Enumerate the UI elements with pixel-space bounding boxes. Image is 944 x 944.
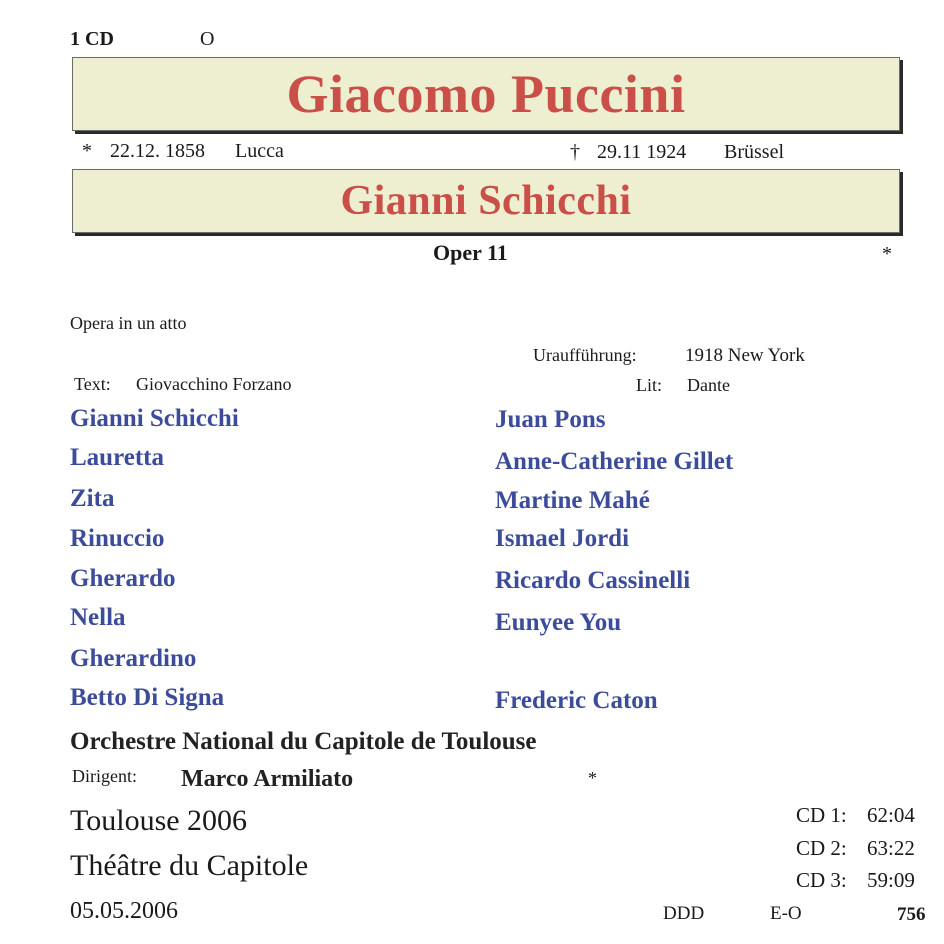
text-label: Text: xyxy=(74,374,111,394)
lit-value: Dante xyxy=(687,375,730,395)
role-name: Gherardino xyxy=(70,645,197,672)
birth-date: 22.12. 1858 xyxy=(110,140,205,162)
format: DDD xyxy=(663,903,705,924)
premiere-value: 1918 New York xyxy=(685,345,805,366)
conductor-label: Dirigent: xyxy=(72,766,137,786)
role-name: Betto Di Signa xyxy=(70,684,225,711)
birth-mark: * xyxy=(82,140,92,162)
recording-date: 05.05.2006 xyxy=(70,898,178,924)
role-name: Lauretta xyxy=(70,444,164,471)
cd-count: 1 CD xyxy=(70,28,114,50)
place-year: Toulouse 2006 xyxy=(70,804,248,837)
cd-time: 63:22 xyxy=(867,836,915,860)
opera-title: Gianni Schicchi xyxy=(340,178,632,224)
death-date: 29.11 1924 xyxy=(597,141,687,163)
conductor-name: Marco Armiliato xyxy=(181,766,354,792)
singer-name: Martine Mahé xyxy=(495,487,650,514)
catalog-number: 756 xyxy=(897,904,926,925)
premiere-label: Uraufführung: xyxy=(533,345,637,365)
composer-name: Giacomo Puccini xyxy=(286,64,686,124)
role-name: Zita xyxy=(70,485,115,512)
singer-name: Anne-Catherine Gillet xyxy=(495,448,734,475)
death-mark: † xyxy=(570,141,580,163)
orchestra: Orchestre National du Capitole de Toulouse xyxy=(70,728,537,755)
lit-label: Lit: xyxy=(636,375,662,395)
cd-label: CD 3: xyxy=(796,868,847,892)
singer-name: Eunyee You xyxy=(495,609,622,636)
star-mark: * xyxy=(882,243,892,265)
singer-name: Frederic Caton xyxy=(495,687,658,714)
death-place: Brüssel xyxy=(724,141,784,163)
edition-code: E-O xyxy=(770,903,802,924)
singer-name: Ricardo Cassinelli xyxy=(495,567,691,594)
cd-time: 62:04 xyxy=(867,803,915,827)
singer-name: Juan Pons xyxy=(495,406,606,433)
o-mark: O xyxy=(200,28,215,50)
cd-label: CD 1: xyxy=(796,803,847,827)
venue: Théâtre du Capitole xyxy=(70,849,309,882)
role-name: Nella xyxy=(70,604,126,631)
role-name: Rinuccio xyxy=(70,525,165,552)
role-name: Gherardo xyxy=(70,565,176,592)
conductor-star: * xyxy=(588,768,597,788)
singer-name: Ismael Jordi xyxy=(495,525,630,552)
composer-banner xyxy=(72,57,900,131)
text-value: Giovacchino Forzano xyxy=(136,374,292,394)
cd-time: 59:09 xyxy=(867,868,915,892)
genre: Opera in un atto xyxy=(70,313,187,333)
role-name: Gianni Schicchi xyxy=(70,405,239,432)
cd-label: CD 2: xyxy=(796,836,847,860)
opus-number: Oper 11 xyxy=(433,240,508,265)
opera-title-banner xyxy=(72,169,900,233)
birth-place: Lucca xyxy=(235,140,284,162)
